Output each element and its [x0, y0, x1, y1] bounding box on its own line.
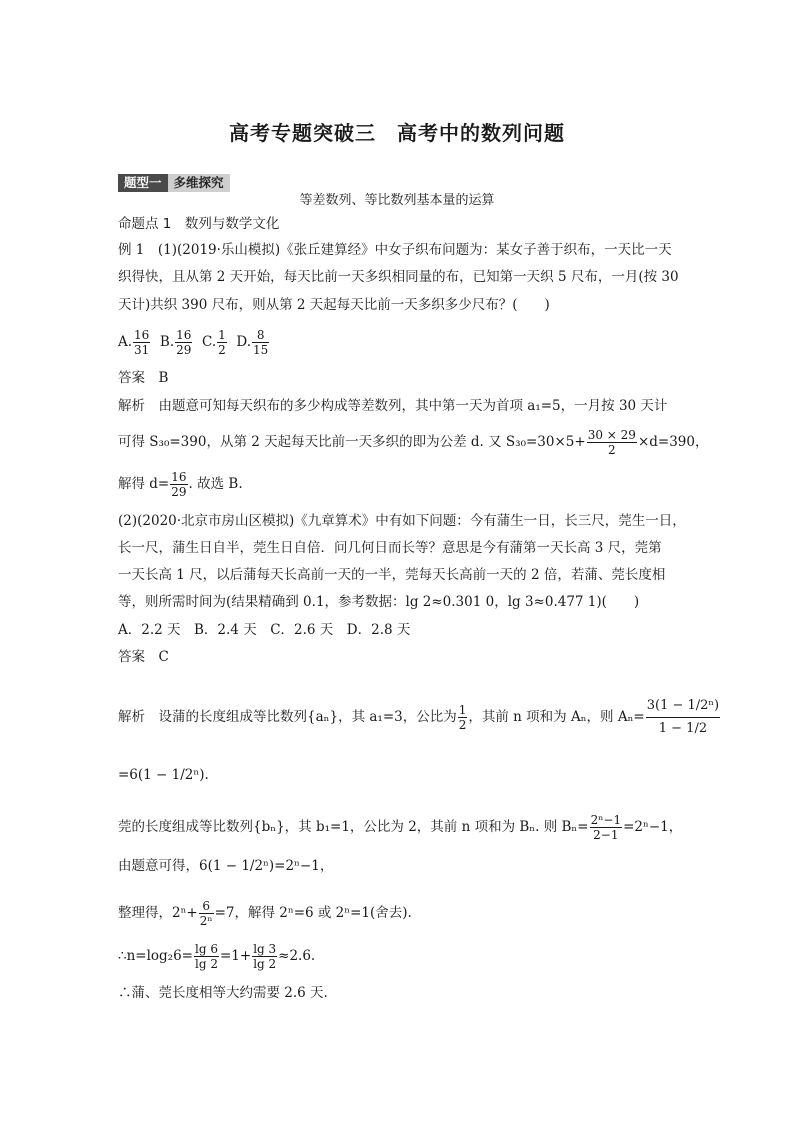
example1-analysis-line2: 可得 S₃₀=390，从第 2 天起每天比前一天多织的即为公差 d. 又 S₃₀=30×5+ $\frac{30 \times 29}{2}$ ×d=390，: [118, 428, 709, 457]
example2-line1: (2)(2020·北京市房山区模拟)《九章算术》中有如下问题：今有蒲生一日，长三尺，莞生一日，: [118, 513, 686, 529]
option-d: D. $\frac{8}{15}$: [236, 328, 269, 357]
example2-analysis-line3: 莞的长度组成等比数列{bₙ}，其 b₁=1，公比为 2，其前 n 项和为 Bₙ. 则 Bₙ= $\frac{\text{2ⁿ−1}}{2-1}$ =2ⁿ−1，: [118, 813, 683, 842]
example1-analysis-line1: 解析 由题意可知每天织布的多少构成等差数列，其中第一天为首项 a₁=5，一月按 30 天计: [118, 398, 668, 414]
example2-options: A．2.2 天 B．2.4 天 C．2.6 天 D．2.8 天: [118, 622, 411, 638]
page-title: 高考专题突破三 高考中的数列问题: [229, 121, 565, 145]
example2-line4: 等，则所需时间为(结果精确到 0.1，参考数据：lg 2≈0.301 0，lg 3≈0.477 1)( ): [118, 594, 640, 610]
example1-analysis-line3: 解得 d= $\frac{16}{29}$ . 故选 B.: [118, 470, 243, 499]
option-b: B. $\frac{16}{29}$: [159, 328, 192, 357]
example1-answer: 答案 B: [118, 370, 169, 386]
badge-type: 题型一: [118, 174, 168, 192]
option-c: C. $\frac{1}{2}$: [202, 328, 226, 357]
badge-label: 多维探究: [168, 174, 230, 192]
example1-line3: 天计)共织 390 尺布，则从第 2 天起每天比前一天多织多少尺布？( ): [118, 297, 550, 313]
option-a: A. $\frac{16}{31}$: [118, 328, 150, 357]
example2-analysis-line4: 由题意可得，6(1 − 1/2ⁿ)=2ⁿ−1，: [118, 858, 334, 874]
example2-conclusion: ∴蒲、莞长度相等大约需要 2.6 天.: [118, 985, 328, 1001]
example2-line2: 长一尺，蒲生日自半，莞生日自倍．问几何日而长等？意思是今有蒲第一天长高 3 尺，莞第: [118, 540, 662, 556]
example1-line1: 例 1 (1)(2019·乐山模拟)《张丘建算经》中女子织布问题为：某女子善于织布，一天比一天: [118, 242, 672, 258]
example2-line3: 一天长高 1 尺，以后蒲每天长高前一天的一半，莞每天长高前一天的 2 倍，若蒲、莞长度相: [118, 567, 666, 583]
example2-answer: 答案 C: [118, 649, 169, 665]
proposition-point: 命题点 1 数列与数学文化: [118, 216, 280, 232]
section-title: 等差数列、等比数列基本量的运算: [299, 193, 495, 208]
example2-analysis-line5: 整理得，2ⁿ+ $\frac{6}{\text{2ⁿ}}$ =7，解得 2ⁿ=6 或 2ⁿ=1(舍去).: [118, 899, 412, 928]
example2-analysis-line6: ∴n=log₂6= $\frac{\lg 6}{\lg 2}$ =1+ $\frac{\lg 3}{\lg 2}$ ≈2.6.: [118, 942, 316, 971]
example2-analysis-line1: 解析 设蒲的长度组成等比数列{aₙ}，其 a₁=3，公比为 $\frac{1}{2}$ ，其前 n 项和为 Aₙ，则 Aₙ= $\frac{\text{3(1 − 1/2ⁿ)}}{1 - 1/2}$: [118, 695, 721, 740]
example1-options: [118, 328, 270, 357]
example2-analysis-line2: =6(1 − 1/2ⁿ).: [118, 767, 209, 783]
example1-line2: 织得快，且从第 2 天开始，每天比前一天多织相同量的布，已知第一天织 5 尺布，一月(按 30: [118, 269, 679, 285]
